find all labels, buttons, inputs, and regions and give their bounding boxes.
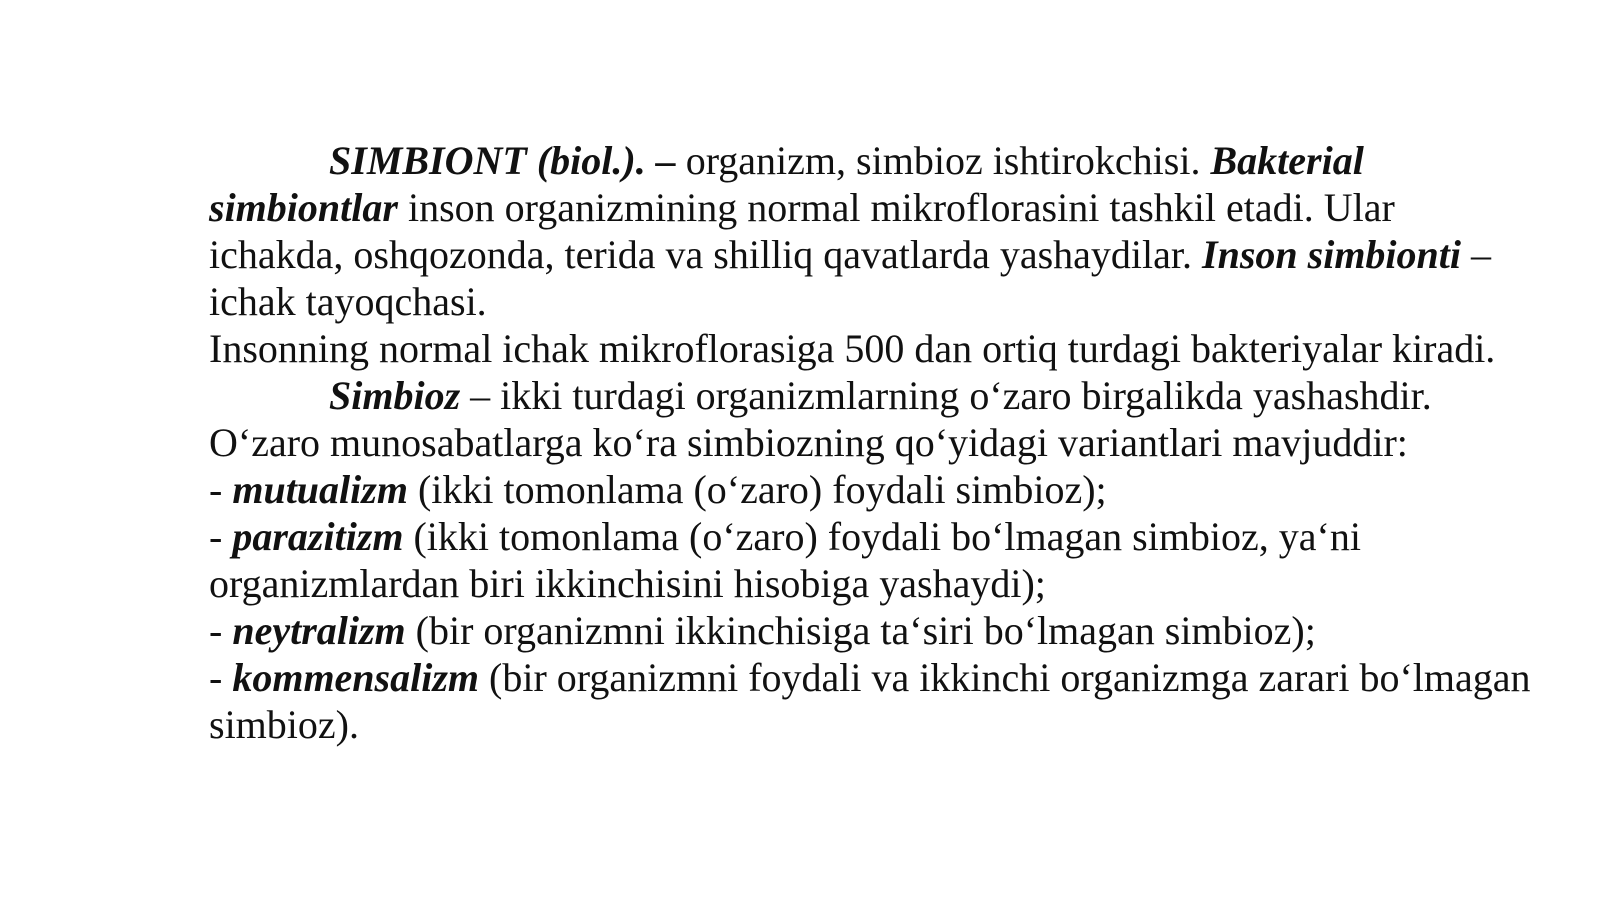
term-parazitizm: parazitizm bbox=[232, 514, 404, 559]
desc-kommensalizm: (bir organizmni foydali va ikkinchi organizmga zarari bo‘lmagan simbioz). bbox=[209, 655, 1531, 747]
term-simbioz: Simbioz bbox=[329, 373, 461, 418]
text-simbiont-definition: organizm, simbioz ishtirokchisi. bbox=[675, 138, 1211, 183]
paragraph-microflora: Insonning normal ichak mikroflorasiga 500 dan ortiq turdagi bakteriyalar kiradi. bbox=[209, 326, 1496, 371]
paragraph-variants-intro: O‘zaro munosabatlarga ko‘ra simbiozning qo‘yidagi variantlari mavjuddir: bbox=[209, 420, 1408, 465]
list-item-parazitizm bbox=[209, 513, 1539, 607]
list-item-mutualizm bbox=[209, 466, 1539, 513]
list-dash: - bbox=[209, 514, 233, 559]
list-item-kommensalizm bbox=[209, 654, 1539, 748]
term-human-symbiont: Inson simbionti bbox=[1202, 232, 1462, 277]
term-simbiont: SIMBIONT (biol.). – bbox=[329, 138, 676, 183]
slide-body bbox=[209, 137, 1539, 748]
term-bacterial-symbionts: Bakterial simbiontlar bbox=[209, 138, 1364, 230]
desc-neytralizm: (bir organizmni ikkinchisiga ta‘siri bo‘lmagan simbioz); bbox=[405, 608, 1316, 653]
list-dash: - bbox=[209, 608, 233, 653]
paragraph-simbiont bbox=[209, 137, 1539, 325]
text-simbioz-definition: – ikki turdagi organizmlarning o‘zaro birgalikda yashashdir. bbox=[460, 373, 1432, 418]
list-item-neytralizm bbox=[209, 607, 1539, 654]
term-neytralizm: neytralizm bbox=[232, 608, 406, 653]
paragraph-simbioz bbox=[209, 372, 1539, 419]
term-kommensalizm: kommensalizm bbox=[232, 655, 480, 700]
term-mutualizm: mutualizm bbox=[232, 467, 408, 512]
list-dash: - bbox=[209, 655, 233, 700]
desc-parazitizm: (ikki tomonlama (o‘zaro) foydali bo‘lmagan simbioz, ya‘ni organizmlardan biri ikkinchisini hisobiga yashaydi); bbox=[209, 514, 1361, 606]
text-human-symbiont: – ichak tayoqchasi. bbox=[209, 232, 1492, 324]
text-bacterial-symbionts: inson organizmining normal mikroflorasini tashkil etadi. Ular ichakda, oshqozonda, terida va shilliq qavatlarda yashaydilar. bbox=[209, 185, 1395, 277]
list-dash: - bbox=[209, 467, 233, 512]
desc-mutualizm: (ikki tomonlama (o‘zaro) foydali simbioz); bbox=[407, 467, 1107, 512]
